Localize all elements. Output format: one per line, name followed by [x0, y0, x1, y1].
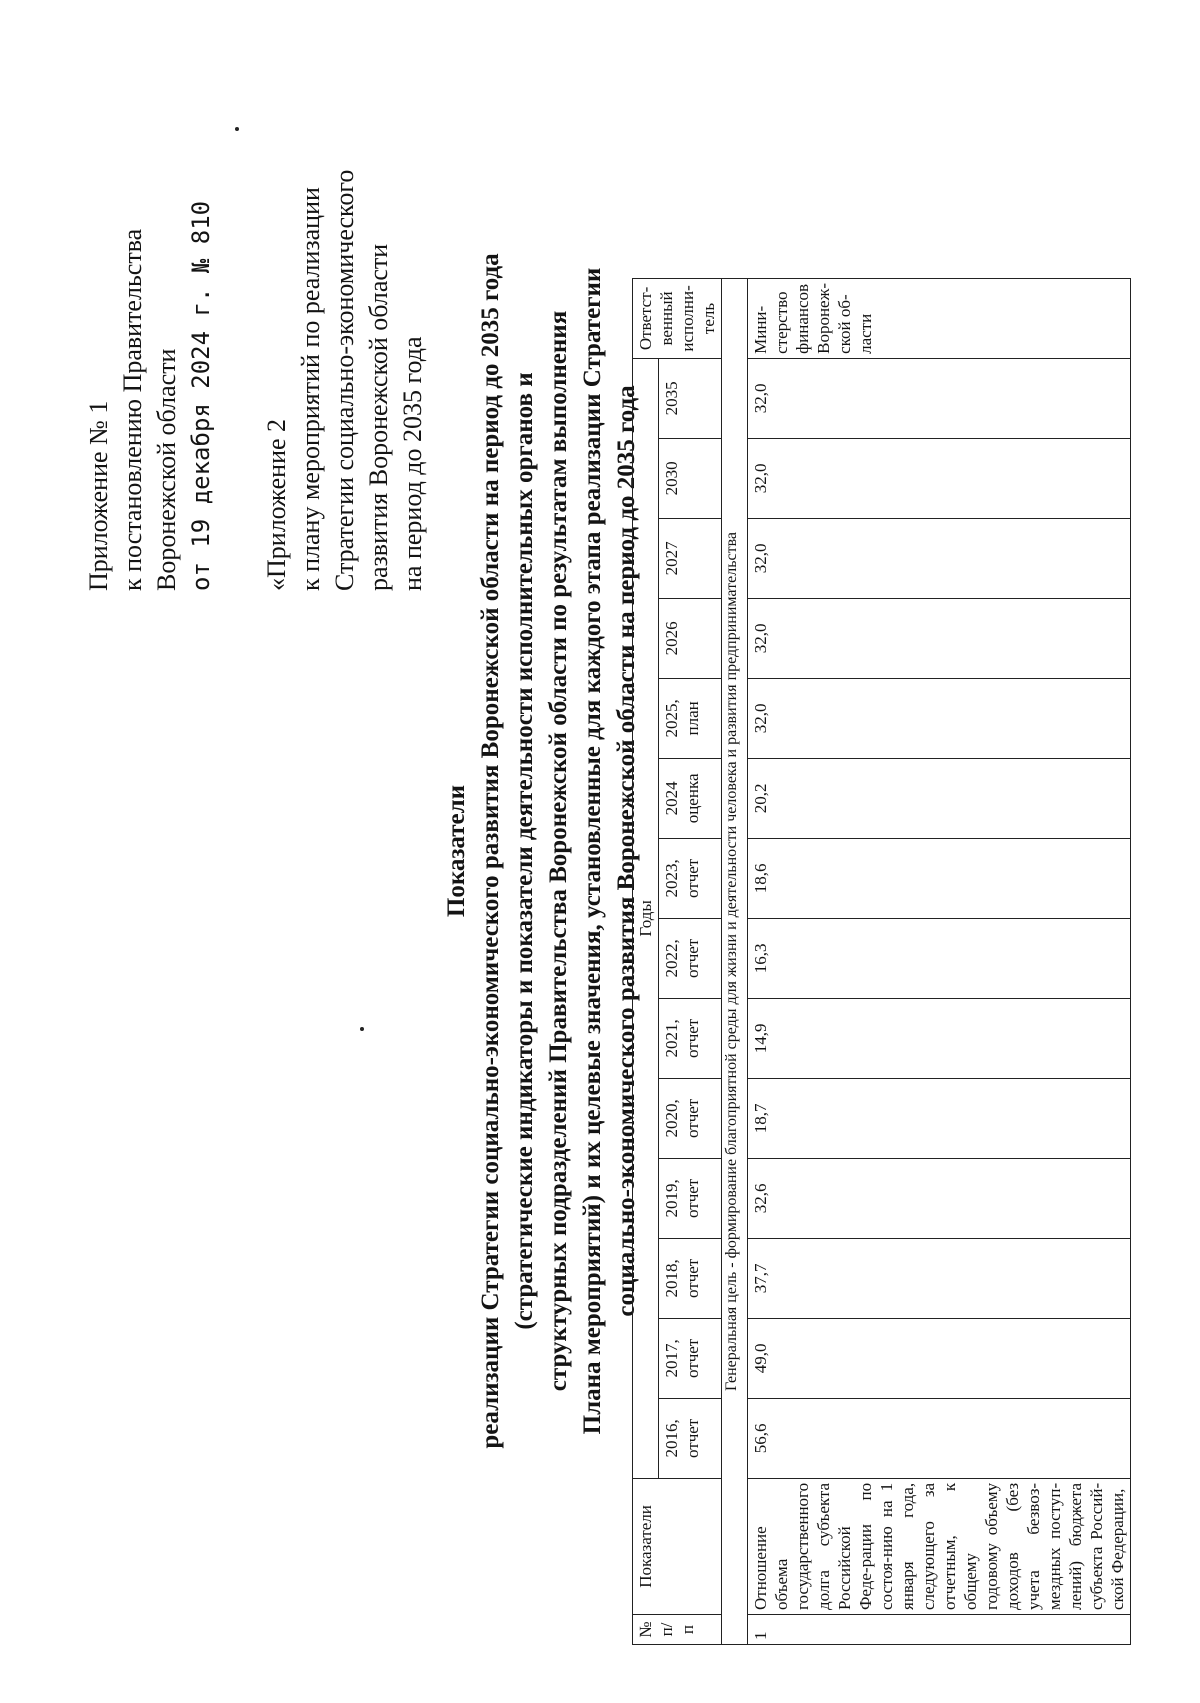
annex-2-line: к плану мероприятий по реализации	[296, 187, 325, 591]
annex-1-line: Приложение № 1	[84, 400, 113, 591]
annex-1-line: Воронежской области	[152, 348, 181, 591]
decree-date-number: от 19 декабря 2024 г. № 810	[187, 200, 215, 591]
document-title	[440, 91, 644, 1611]
rotated-page	[30, 31, 1170, 1671]
scan-speck	[235, 127, 239, 131]
annex-2-line: на период до 2035 года	[398, 336, 427, 591]
annex-2-line: развития Воронежской области	[364, 243, 393, 591]
row-value: 32,0	[748, 678, 1131, 758]
annex-2-block	[260, 121, 430, 591]
header-year: 2016, отчет	[659, 1398, 722, 1478]
row-value: 32,0	[748, 598, 1131, 678]
title-line: Плана мероприятий) и их целевые значения, установленные для каждого этапа реализации Стратегии	[579, 267, 606, 1435]
row-value: 56,6	[748, 1398, 1131, 1478]
annex-1-block	[82, 121, 218, 591]
header-year: 2030	[659, 438, 722, 518]
title-line: социально-экономического развития Воронежской области на период до 2035 года	[613, 385, 640, 1317]
header-year: 2022, отчет	[659, 918, 722, 998]
title-line: реализации Стратегии социально-экономического развития Воронежской области на период до 2035 года	[477, 253, 504, 1449]
row-indicator: Отношение объема государственного долга субъекта Российской Феде-рации по состоя-нию на 1 января года, следующего за отчетным, к общему годовому объему доходов (без учета безвоз-мездных поступ-лений) бюджета субъекта Россий-ской Федерации,	[748, 1478, 1131, 1614]
row-value: 18,7	[748, 1078, 1131, 1158]
title-line: структурных подразделений Правительства Воронежской области по результатам выполнения	[545, 310, 572, 1392]
title-line: (стратегические индикаторы и показатели деятельности исполнительных органов и	[511, 372, 538, 1330]
header-year: 2020, отчет	[659, 1078, 722, 1158]
annex-1-line: к постановлению Правительства	[118, 228, 147, 591]
header-year: 2017, отчет	[659, 1318, 722, 1398]
header-responsible: Ответст-венный исполни-тель	[633, 279, 722, 359]
scan-speck	[360, 1027, 364, 1031]
row-responsible: Мини-стерство финансов Воронеж-ской об-ласти	[748, 279, 1131, 359]
header-years-group: Годы	[633, 358, 659, 1478]
header-year: 2035	[659, 358, 722, 438]
row-value: 18,6	[748, 838, 1131, 918]
row-value: 16,3	[748, 918, 1131, 998]
header-year: 2019, отчет	[659, 1158, 722, 1238]
annex-2-line: «Приложение 2	[262, 418, 291, 591]
indicators-table	[632, 278, 1131, 1645]
header-year: 2026	[659, 598, 722, 678]
annex-2-line: Стратегии социально-экономического	[330, 169, 359, 591]
header-year: 2024 оценка	[659, 758, 722, 838]
row-value: 32,0	[748, 358, 1131, 438]
header-year: 2021, отчет	[659, 998, 722, 1078]
header-num: № п/п	[633, 1615, 722, 1645]
header-year: 2023, отчет	[659, 838, 722, 918]
header-year: 2018, отчет	[659, 1238, 722, 1318]
row-value: 37,7	[748, 1238, 1131, 1318]
row-value: 32,6	[748, 1158, 1131, 1238]
row-value: 32,0	[748, 438, 1131, 518]
header-indicator: Показатели	[633, 1478, 722, 1614]
row-value: 20,2	[748, 758, 1131, 838]
row-num: 1	[748, 1615, 1131, 1645]
header-year: 2025, план	[659, 678, 722, 758]
row-value: 32,0	[748, 518, 1131, 598]
general-goal-row: Генеральная цель - формирование благоприятной среды для жизни и деятельности человека и развития предпринимательства	[722, 279, 748, 1645]
row-value: 49,0	[748, 1318, 1131, 1398]
header-year: 2027	[659, 518, 722, 598]
row-value: 14,9	[748, 998, 1131, 1078]
table-row	[748, 279, 1131, 1645]
title-line: Показатели	[443, 784, 470, 918]
